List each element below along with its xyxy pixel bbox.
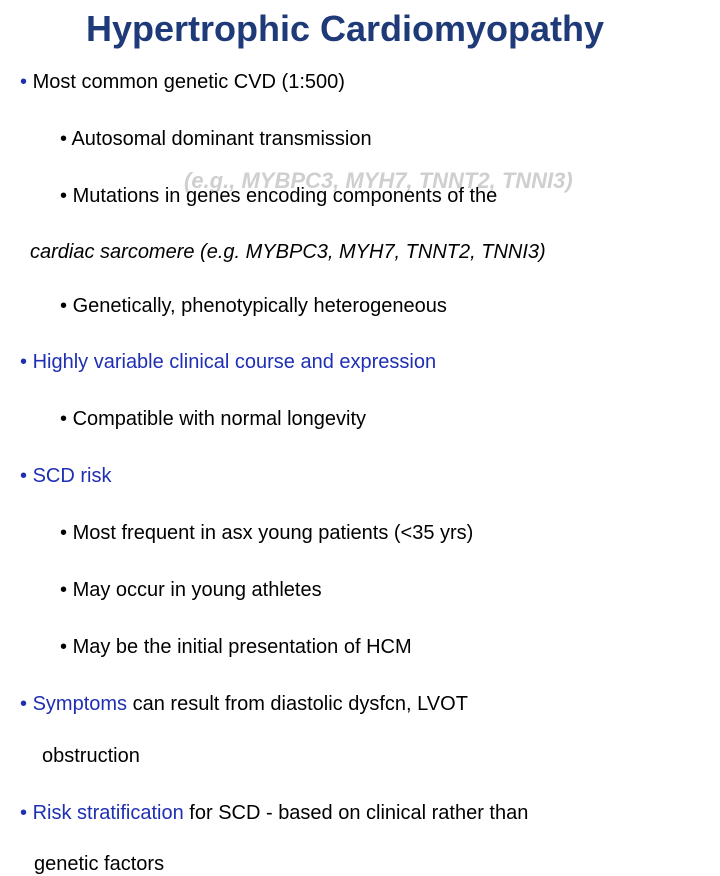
bullet-line [20,464,720,488]
sub-bullet-line [60,407,720,431]
slide-title: Hypertrophic Cardiomyopathy [85,8,605,49]
bullet-text-highlight: Risk stratification [32,802,184,824]
bullet-text: genetic factors [34,853,165,875]
bullet-text: Highly variable clinical course and expression [32,351,437,373]
continuation-line [34,852,720,876]
bullet-marker: • [60,579,68,601]
ghost-overlay-text: (e.g., MYBPC3, MYH7, TNNT2, TNNI3) [184,168,573,193]
bullet-marker: • [60,522,68,544]
bullet-text: Genetically, phenotypically heterogeneous [72,295,447,317]
bullet-text: May be the initial presentation of HCM [72,636,412,658]
bullet-text-highlight: Symptoms [32,693,128,715]
sub-bullet-line [60,127,720,151]
bullet-text: Most frequent in asx young patients (<35 yrs) [72,522,474,544]
bullet-text: obstruction [42,745,140,767]
continuation-line [42,744,720,768]
bullet-text: can result from diastolic dysfcn, LVOT [127,693,468,715]
bullet-marker: • [20,71,28,93]
bullet-text: Most common genetic CVD (1:500) [32,71,345,93]
bullet-marker: • [20,802,28,824]
bullet-text: Mutations in genes encoding components of the [72,185,498,207]
bullet-marker: • [20,351,28,373]
sub-bullet-line [60,578,720,602]
bullet-line [20,801,720,825]
bullet-line [20,350,720,374]
sub-bullet-line [60,635,720,659]
continuation-line [30,240,720,264]
bullet-marker: • [60,636,68,658]
bullet-marker: • [60,128,68,150]
bullet-line [20,692,720,716]
sub-bullet-line [60,184,720,208]
bullet-text: for SCD - based on clinical rather than [183,802,529,824]
bullet-marker: • [60,408,68,430]
bullet-text: Compatible with normal longevity [72,408,367,430]
bullet-text: May occur in young athletes [72,579,322,601]
bullet-marker: • [60,185,68,207]
bullet-text: SCD risk [32,465,112,487]
bullet-text: cardiac sarcomere (e.g. MYBPC3, MYH7, TNNT2, TNNI3) [30,241,546,263]
bullet-text: Autosomal dominant transmission [71,128,372,150]
bullet-line [20,70,720,94]
bullet-marker: • [20,465,28,487]
sub-bullet-line [60,294,720,318]
sub-bullet-line [60,521,720,545]
bullet-marker: • [20,693,28,715]
bullet-marker: • [60,295,68,317]
